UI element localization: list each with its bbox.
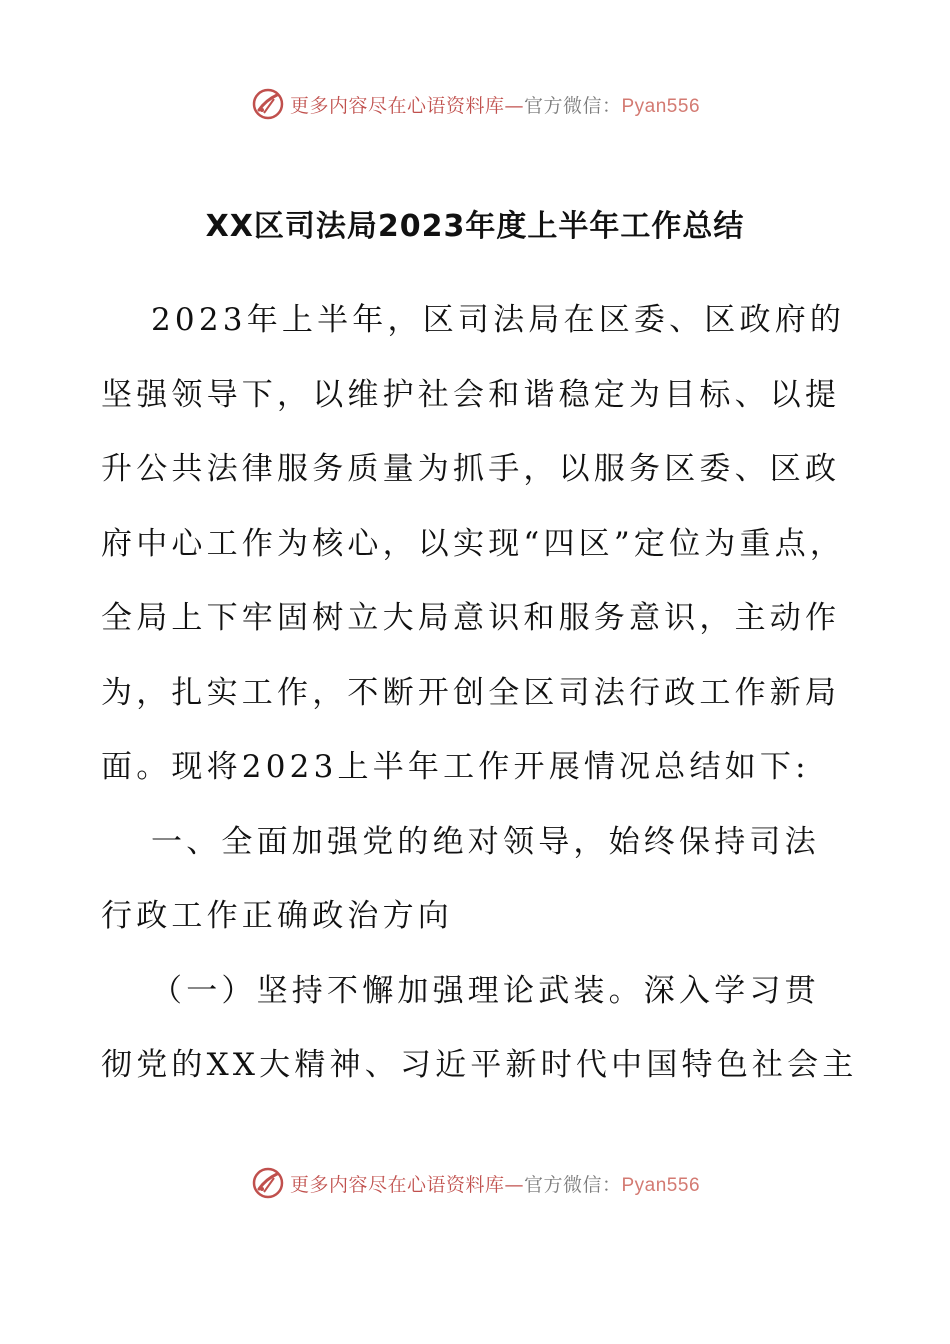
footer-banner-wechat-id: Pyan556	[621, 1174, 701, 1196]
body-line: 升公共法律服务质量为抓手，以服务区委、区政	[101, 451, 841, 487]
body-line: 彻党的XX大精神、习近平新时代中国特色社会主	[101, 1047, 858, 1083]
header-banner-slogan: 更多内容尽在心语资料库—	[289, 94, 524, 117]
header-banner-wechat-label: 官方微信：	[523, 94, 622, 117]
body-line: 坚强领导下，以维护社会和谐稳定为目标、以提	[101, 376, 841, 413]
body-line: 府中心工作为核心，以实现“四区”定位为重点，	[101, 525, 846, 562]
section-heading-line: 一、全面加强党的绝对领导，始终保持司法	[151, 823, 820, 860]
document-body	[101, 295, 863, 1115]
footer-banner	[0, 1163, 950, 1203]
header-banner-wechat-id: Pyan556	[621, 95, 701, 117]
body-line: 2023年上半年，区司法局在区委、区政府的	[151, 302, 846, 338]
footer-banner-wechat-label: 官方微信：	[523, 1173, 622, 1196]
footer-banner-slogan: 更多内容尽在心语资料库—	[289, 1173, 524, 1196]
footer-banner-text	[290, 1170, 700, 1197]
section-heading-line: 行政工作正确政治方向	[101, 898, 453, 934]
document-title: XX区司法局2023年度上半年工作总结	[205, 209, 745, 244]
pen-logo-icon	[250, 1165, 286, 1201]
subsection-line: （一）坚持不懈加强理论武装。深入学习贯	[151, 972, 820, 1009]
body-line: 全局上下牢固树立大局意识和服务意识，主动作	[101, 600, 841, 636]
body-line: 为，扎实工作，不断开创全区司法行政工作新局	[101, 674, 841, 711]
header-banner-text	[290, 91, 700, 118]
body-line: 面。现将2023上半年工作开展情况总结如下:	[101, 749, 810, 785]
pen-logo-icon	[250, 86, 286, 122]
header-banner	[0, 84, 950, 124]
